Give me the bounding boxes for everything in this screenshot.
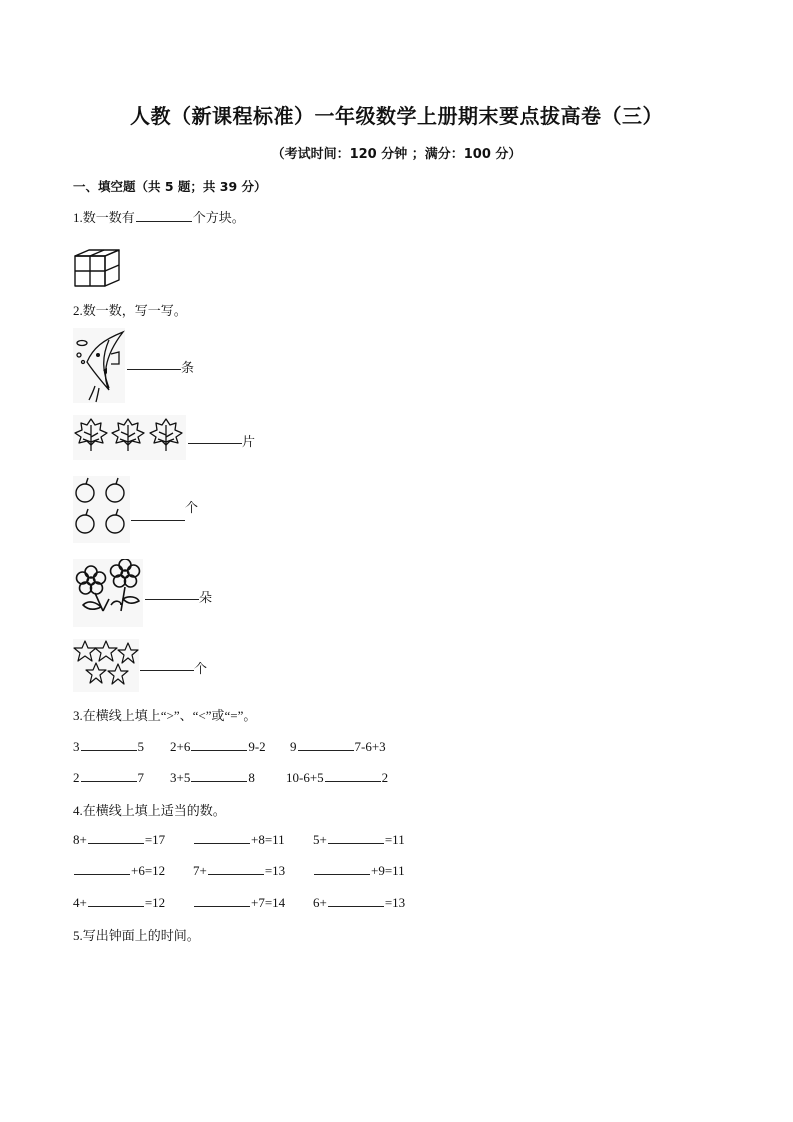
q3-item: 10-6+5 2 bbox=[286, 770, 389, 785]
answer-blank[interactable] bbox=[74, 862, 130, 875]
q4-item: 4+ =12 bbox=[73, 895, 166, 910]
answer-blank[interactable] bbox=[131, 519, 185, 521]
answer-blank[interactable] bbox=[88, 894, 144, 907]
q4-item: 5+ =11 bbox=[313, 832, 405, 847]
cube-blocks-icon bbox=[73, 246, 125, 292]
answer-blank[interactable] bbox=[188, 442, 242, 444]
question-5-prompt: 5.写出钟面上的时间。 bbox=[73, 928, 200, 943]
question-3-prompt: 3.在横线上填上“>”、“<”或“=”。 bbox=[73, 708, 257, 723]
answer-blank[interactable] bbox=[136, 209, 192, 222]
q3-item: 3 5 bbox=[73, 739, 144, 754]
apples-icon bbox=[73, 476, 130, 543]
q2-answer-row-2 bbox=[188, 431, 255, 450]
section-heading: 一、填空题（共 5 题；共 39 分） bbox=[73, 179, 267, 194]
question-2-prompt: 2.数一数，写一写。 bbox=[73, 303, 187, 318]
q3-item: 9 7-6+3 bbox=[290, 739, 386, 754]
q4-item: +9=11 bbox=[313, 862, 405, 879]
flowers-icon bbox=[73, 559, 143, 627]
q3-item: 2 7 bbox=[73, 770, 144, 785]
answer-blank[interactable] bbox=[140, 669, 194, 671]
q4-item: 7+ =13 bbox=[193, 863, 286, 878]
question-4-prompt: 4.在横线上填上适当的数。 bbox=[73, 803, 226, 818]
q2-answer-row-5 bbox=[140, 658, 207, 677]
exam-info: （考试时间：120 分钟 ；满分：100 分） bbox=[271, 147, 522, 162]
page-title: 人教（新课程标准）一年级数学上册期末要点拔高卷（三） bbox=[130, 104, 663, 128]
answer-blank[interactable] bbox=[81, 769, 137, 782]
q4-item: +8=11 bbox=[193, 831, 285, 848]
stars-icon bbox=[73, 639, 139, 692]
unit-label: 条 bbox=[181, 360, 195, 375]
answer-blank[interactable] bbox=[325, 769, 381, 782]
q4-item: 6+ =13 bbox=[313, 895, 406, 910]
answer-blank[interactable] bbox=[328, 831, 384, 844]
answer-blank[interactable] bbox=[191, 769, 247, 782]
answer-blank[interactable] bbox=[81, 738, 137, 751]
fish-icon bbox=[73, 328, 125, 403]
answer-blank[interactable] bbox=[328, 894, 384, 907]
answer-blank[interactable] bbox=[194, 894, 250, 907]
q4-item: +6=12 bbox=[73, 862, 165, 879]
q4-item: 8+ =17 bbox=[73, 832, 166, 847]
answer-blank[interactable] bbox=[208, 862, 264, 875]
question-1-prefix: 1.数一数有 bbox=[73, 210, 135, 225]
q4-item: +7=14 bbox=[193, 894, 285, 911]
answer-blank[interactable] bbox=[145, 598, 199, 600]
unit-label: 朵 bbox=[199, 590, 213, 605]
q3-item: 3+5 8 bbox=[170, 770, 255, 785]
q2-answer-row-1 bbox=[127, 357, 194, 376]
question-1 bbox=[73, 207, 245, 226]
unit-label: 个 bbox=[185, 500, 199, 515]
answer-blank[interactable] bbox=[191, 738, 247, 751]
unit-label: 片 bbox=[242, 434, 256, 449]
unit-label: 个 bbox=[194, 661, 208, 676]
maple-leaves-icon bbox=[73, 415, 186, 460]
answer-blank[interactable] bbox=[314, 862, 370, 875]
answer-blank[interactable] bbox=[88, 831, 144, 844]
answer-blank[interactable] bbox=[127, 368, 181, 370]
q3-item: 2+6 9-2 bbox=[170, 739, 266, 754]
q2-answer-row-3 bbox=[131, 500, 199, 522]
q2-answer-row-4 bbox=[145, 587, 212, 606]
question-1-suffix: 个方块。 bbox=[192, 210, 245, 225]
answer-blank[interactable] bbox=[194, 831, 250, 844]
answer-blank[interactable] bbox=[298, 738, 354, 751]
